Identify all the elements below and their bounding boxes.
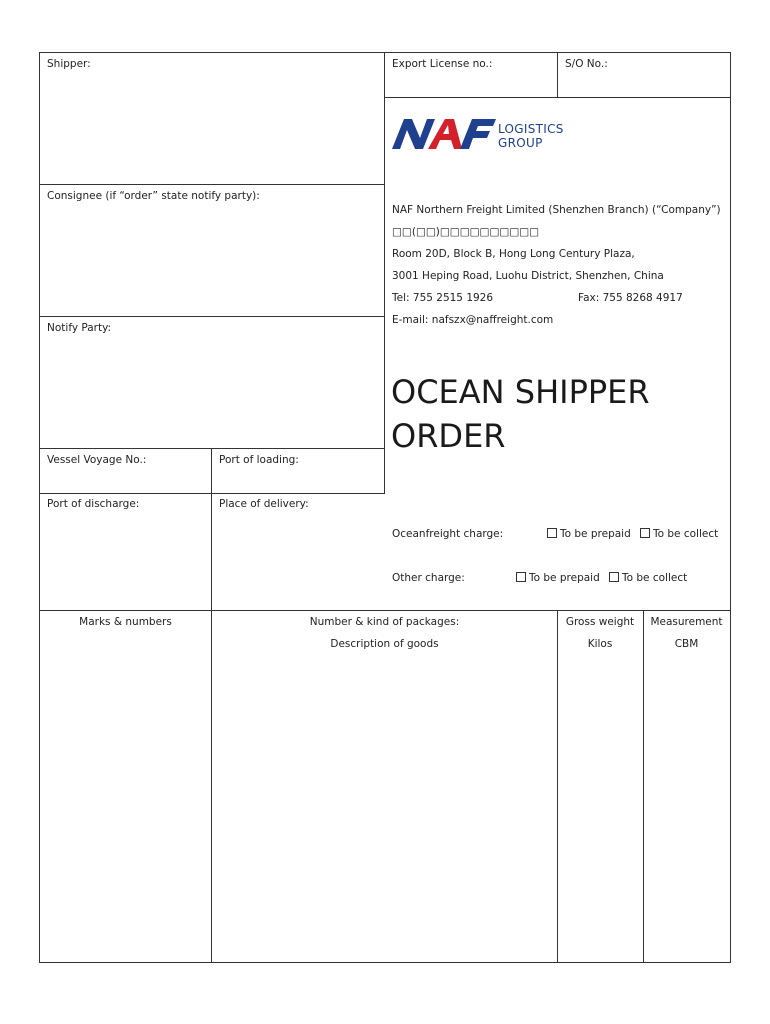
other-charge-prepaid-option[interactable]: To be prepaid (516, 572, 600, 584)
place-of-delivery-label: Place of delivery: (219, 498, 309, 510)
so-number-label: S/O No.: (565, 58, 608, 70)
company-telephone: Tel: 755 2515 1926 (392, 292, 494, 304)
company-fax: Fax: 755 8268 4917 (578, 292, 683, 304)
company-email: E-mail: nafszx@naffreight.com (392, 314, 554, 326)
shipper-label: Shipper: (47, 58, 91, 70)
checkbox-icon[interactable] (516, 572, 526, 582)
port-of-loading-label: Port of loading: (219, 454, 299, 466)
oceanfreight-charge-label: Oceanfreight charge: (392, 528, 504, 540)
page-title-line1: OCEAN SHIPPER (391, 373, 650, 411)
company-name-local: □□(□□)□□□□□□□□□□ (392, 226, 540, 238)
marks-numbers-header: Marks & numbers (79, 616, 172, 628)
oceanfreight-prepaid-option[interactable]: To be prepaid (547, 528, 631, 540)
company-address-line1: Room 20D, Block B, Hong Long Century Plaza, (392, 248, 635, 260)
gross-weight-header: Gross weight (565, 616, 635, 628)
checkbox-icon[interactable] (609, 572, 619, 582)
export-license-label: Export License no.: (392, 58, 493, 70)
consignee-label: Consignee (if “order” state notify party): (47, 190, 260, 202)
cbm-unit: CBM (674, 638, 699, 650)
company-address-line2: 3001 Heping Road, Luohu District, Shenzhen, China (392, 270, 664, 282)
port-of-discharge-label: Port of discharge: (47, 498, 140, 510)
other-charge-collect-option[interactable]: To be collect (609, 572, 687, 584)
oceanfreight-collect-option[interactable]: To be collect (640, 528, 718, 540)
measurement-header: Measurement (650, 616, 723, 628)
page-title-line2: ORDER (391, 417, 506, 455)
naf-logo (390, 110, 570, 152)
logo-text-group: GROUP (498, 136, 543, 150)
kilos-unit: Kilos (587, 638, 613, 650)
description-header: Description of goods (330, 638, 439, 650)
packages-header: Number & kind of packages: (309, 616, 460, 628)
vessel-voyage-label: Vessel Voyage No.: (47, 454, 147, 466)
other-charge-label: Other charge: (392, 572, 465, 584)
notify-party-label: Notify Party: (47, 322, 112, 334)
checkbox-icon[interactable] (547, 528, 557, 538)
logo-text-logistics: LOGISTICS (498, 122, 564, 136)
company-name: NAF Northern Freight Limited (Shenzhen Branch) (“Company”) (392, 204, 721, 216)
checkbox-icon[interactable] (640, 528, 650, 538)
